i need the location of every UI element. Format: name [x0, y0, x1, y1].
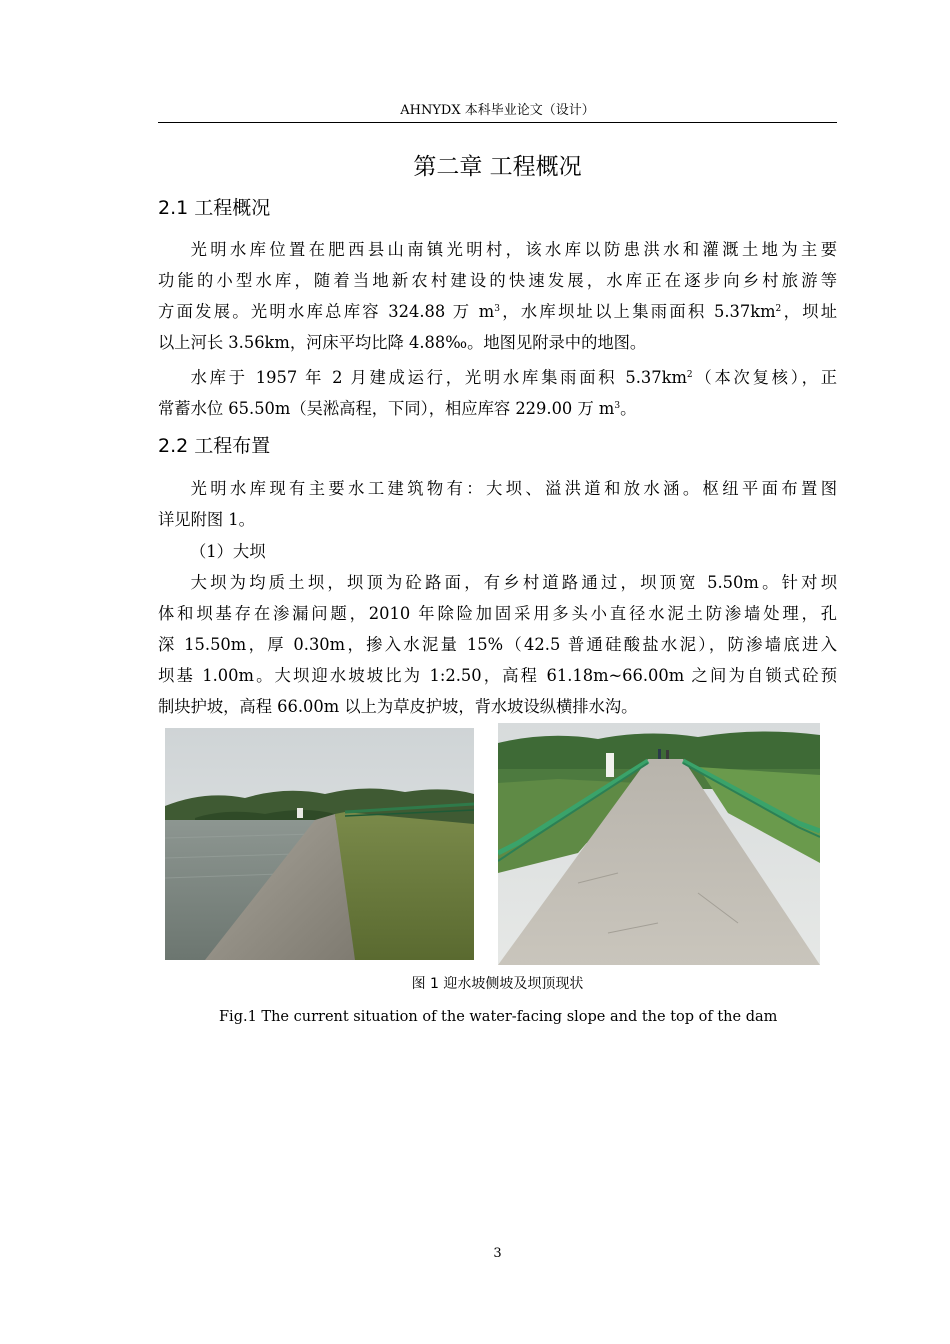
photo-dam-crest-road: [498, 723, 820, 965]
section-title-2-1: 2.1 工程概况: [158, 197, 271, 219]
text-run: 方面发展。光明水库总库容 324.88 万 m: [158, 302, 495, 321]
item-dam-label: （1）大坝: [190, 542, 266, 561]
paragraph-dam: [158, 567, 837, 722]
chapter-title: 第二章 工程概况: [413, 154, 582, 180]
page-header: AHNYDX 本科毕业论文（设计）: [400, 103, 595, 118]
text-run: ，水库坝址以上集雨面积 5.37km: [499, 302, 776, 321]
text-line: 制块护坡，高程 66.00m 以上为草皮护坡，背水坡设纵横排水沟。: [158, 697, 638, 716]
superscript: 2: [775, 304, 782, 314]
paragraph-layout: [158, 473, 837, 535]
text-line: 体和坝基存在渗漏问题，2010 年除险加固采用多头小直径水泥土防渗墙处理，孔: [158, 604, 837, 623]
figure-caption-chinese: 图 1 迎水坡侧坡及坝顶现状: [411, 976, 584, 992]
superscript: 3: [614, 401, 621, 411]
text-line: 坝基 1.00m。大坝迎水坡坡比为 1:2.50，高程 61.18m~66.00m 之间为自锁式砼预: [158, 666, 837, 685]
text-line: 光明水库位置在肥西县山南镇光明村，该水库以防患洪水和灌溉土地为主要: [190, 240, 837, 259]
superscript: 2: [686, 370, 693, 380]
text-line: 大坝为均质土坝，坝顶为砼路面，有乡村道路通过，坝顶宽 5.50m。针对坝: [190, 573, 837, 592]
header-rule: [158, 122, 837, 123]
paragraph-overview-history: [158, 362, 837, 424]
text-line: [158, 296, 837, 327]
text-line: 光明水库现有主要水工建筑物有：大坝、溢洪道和放水涵。枢纽平面布置图: [190, 479, 837, 498]
text-line: [158, 393, 837, 424]
text-line: 深 15.50m，厚 0.30m，掺入水泥量 15%（42.5 普通硅酸盐水泥），防渗墙底进入: [158, 635, 837, 654]
text-line: 详见附图 1。: [158, 510, 255, 529]
photo-dam-crest-road-drawing: [498, 723, 820, 965]
text-run: 常蓄水位 65.50m（吴淞高程，下同），相应库容 229.00 万 m: [158, 399, 615, 418]
figure-caption-english: Fig.1 The current situation of the water-facing slope and the top of the dam: [219, 1009, 778, 1025]
photo-upstream-slope-drawing: [165, 728, 474, 960]
paragraph-overview-location: [158, 234, 837, 358]
text-run: 。: [620, 399, 637, 418]
text-run: ，坝址: [781, 302, 837, 321]
text-line: 以上河长 3.56km，河床平均比降 4.88‰。地图见附录中的地图。: [158, 333, 647, 352]
superscript: 3: [494, 304, 500, 314]
section-title-2-2: 2.2 工程布置: [158, 435, 271, 457]
text-run: 水库于 1957 年 2 月建成运行，光明水库集雨面积 5.37km: [190, 368, 687, 387]
page-number: 3: [493, 1246, 502, 1261]
text-line: [158, 362, 837, 393]
text-run: （本次复核），正: [692, 368, 837, 387]
text-line: 功能的小型水库，随着当地新农村建设的快速发展，水库正在逐步向乡村旅游等: [158, 271, 837, 290]
photo-upstream-slope: [165, 728, 474, 960]
